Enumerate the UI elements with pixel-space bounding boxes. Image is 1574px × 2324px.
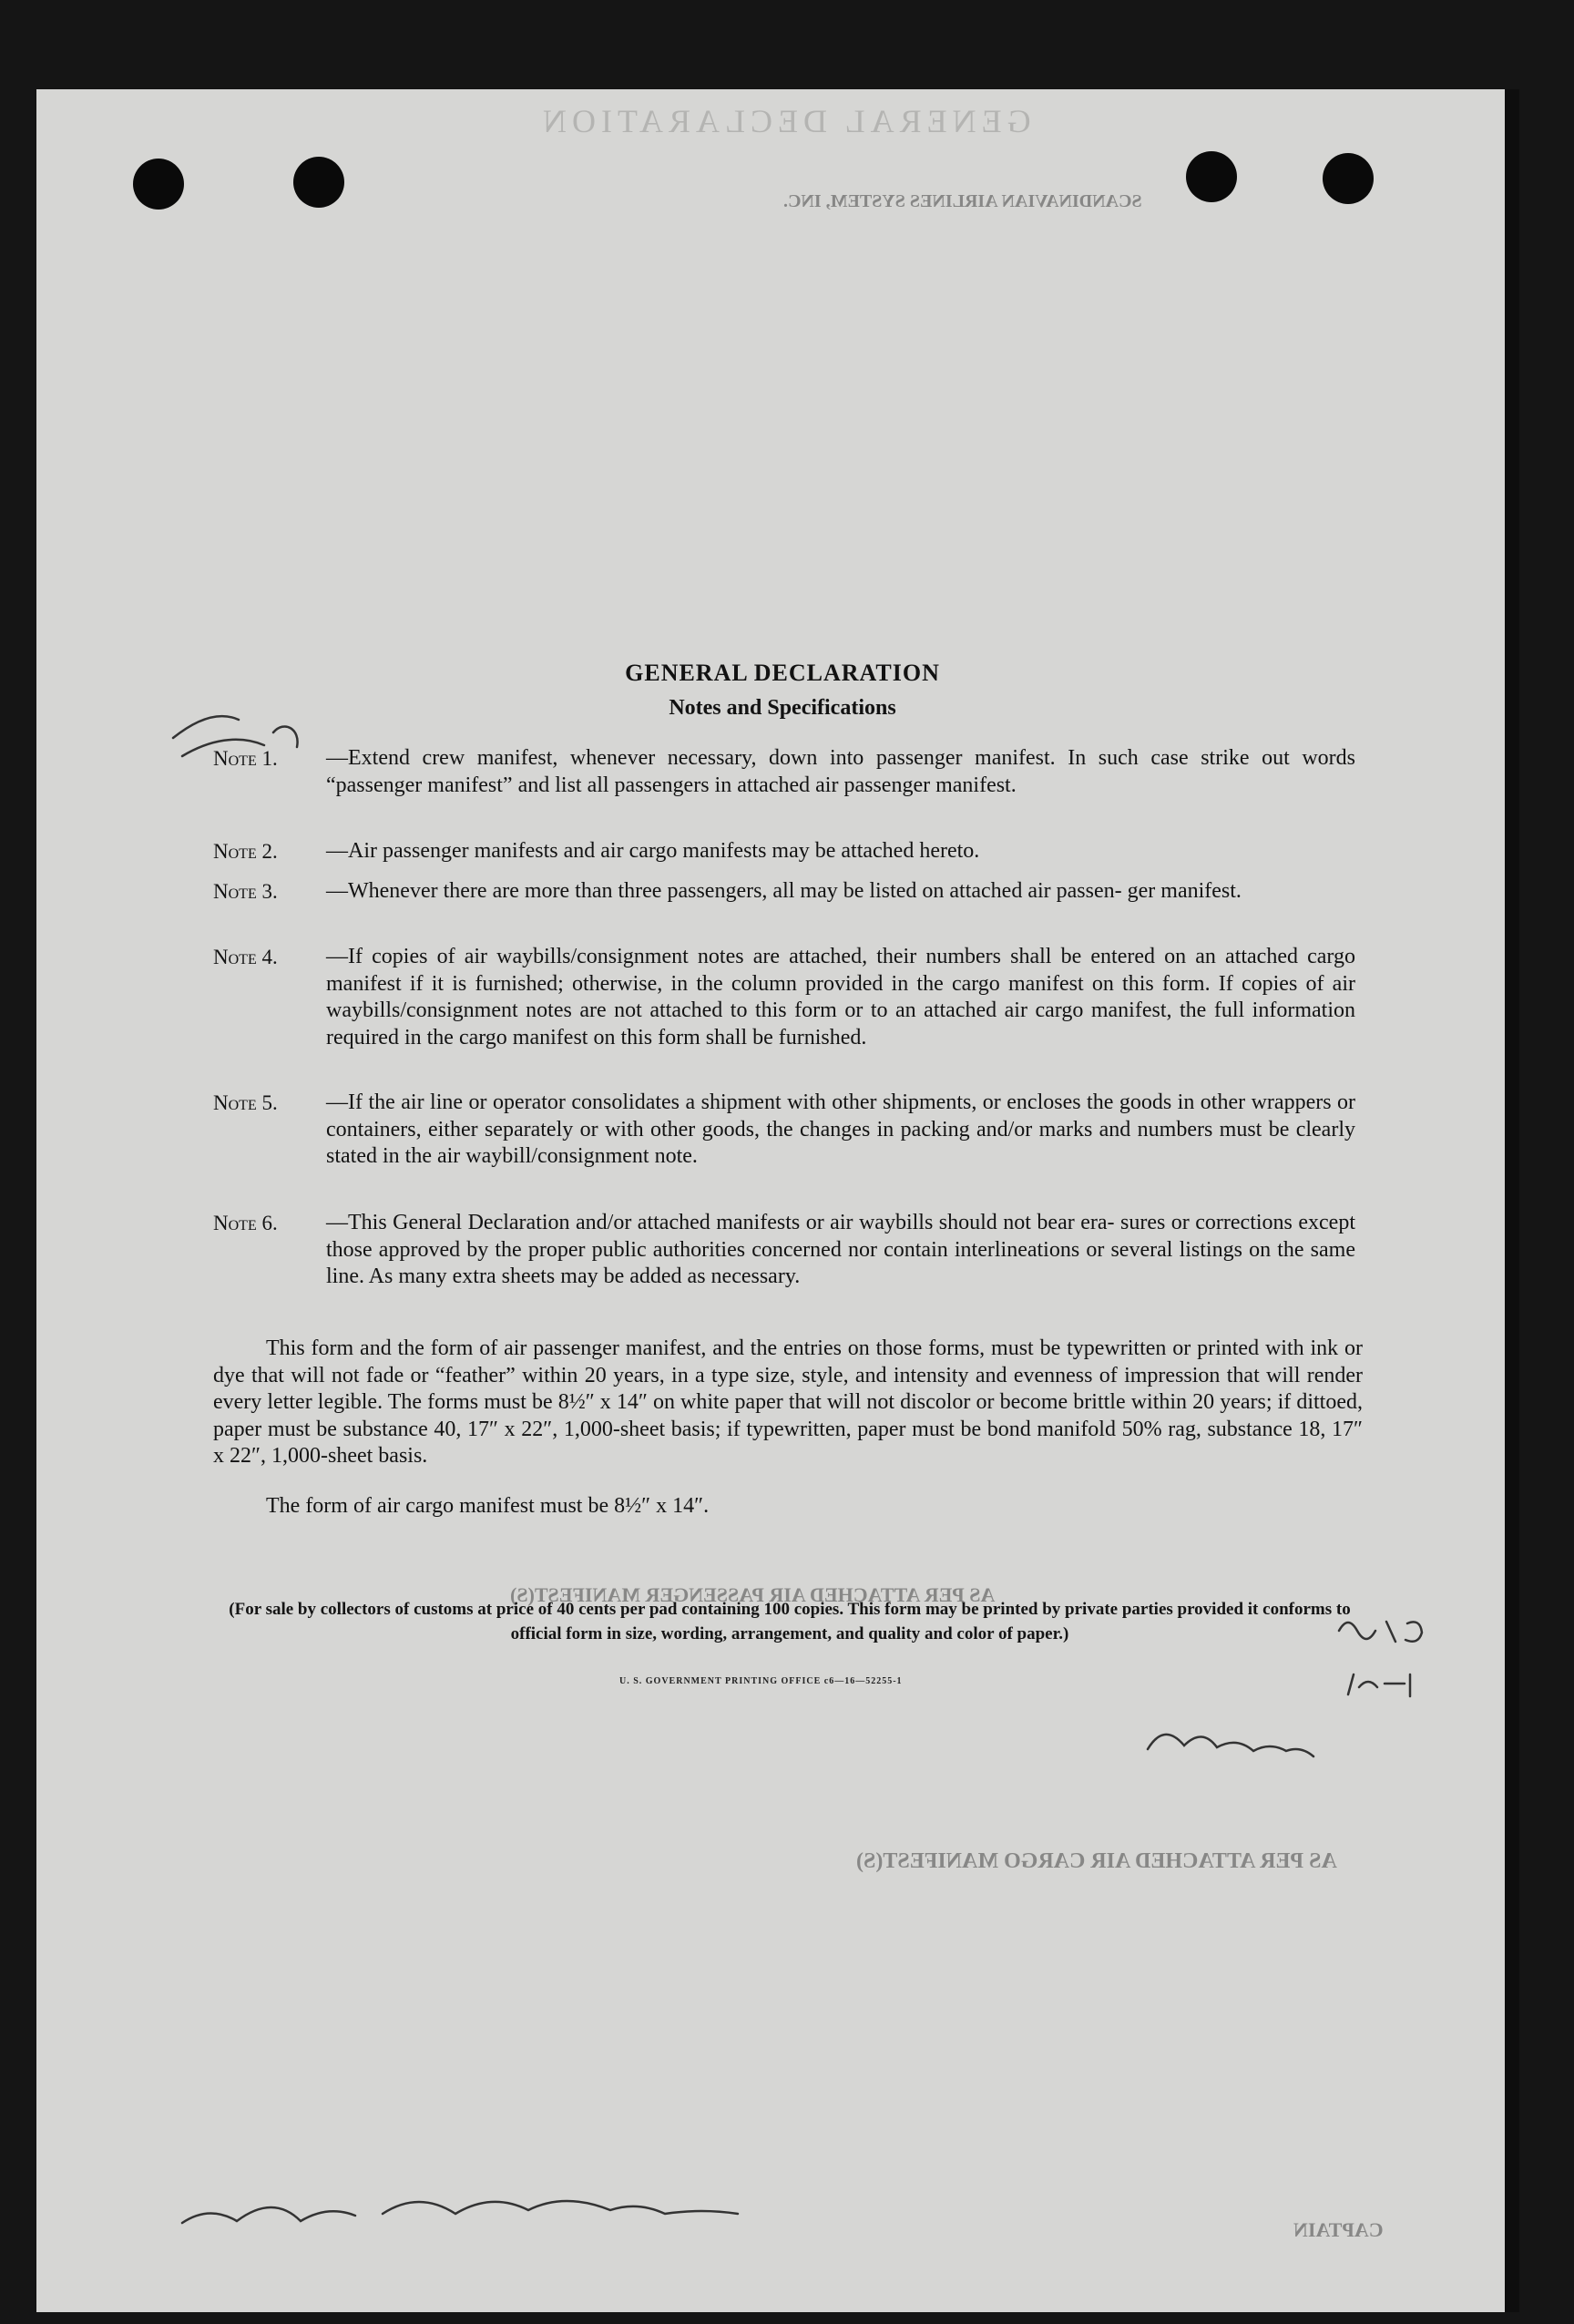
note-label: Note 1. bbox=[213, 747, 278, 770]
specifications-paragraph bbox=[213, 1336, 1363, 1470]
specifications-text: This form and the form of air passenger manifest, and the entries on those forms, must be typewritten or printed with ink or dye that will not fade or “feather” within 20 years, in a type size, style, and intensity and evenness of impression that will render every letter legible. The forms must be 8½″ x 14″ on white paper that will not discolor or become brittle within 20 years; if dittoed, paper must be substance 40, 17″ x 22″, 1,000-sheet basis; if typewritten, paper must be bond manifold 50% rag, substance 18, 17″ x 22″, 1,000-sheet basis. bbox=[213, 1336, 1363, 1468]
note-2 bbox=[213, 838, 1361, 866]
note-text-cont: strike out words “passenger manifest” and list all passengers in attached air passenger manifest. bbox=[326, 746, 1355, 797]
note-3 bbox=[213, 878, 1361, 906]
note-text-cont: sures or corrections except those approved by the proper public authorities concerned nor contain interlineations or several listings on the same line. As many extra sheets may be added as necessary. bbox=[326, 1211, 1355, 1288]
note-text-cont: on an attached cargo manifest if it is furnished; otherwise, in the column provided in the cargo manifest on this form. If copies of air waybills/consignment notes are not attached to this form or to an attached air cargo manifest, the full information required in the cargo manifest on this form shall be furnished. bbox=[326, 945, 1355, 1049]
note-text: —Extend crew manifest, whenever necessary, down into passenger manifest. In such case bbox=[326, 746, 1189, 770]
cargo-manifest-size: The form of air cargo manifest must be 8½″ x 14″. bbox=[266, 1494, 710, 1518]
printer-line: U. S. GOVERNMENT PRINTING OFFICE c6—16—52255-1 bbox=[619, 1676, 903, 1686]
note-text-cont: goods in other wrappers or containers, either separately or with other goods, the changes in packing and/or marks and numbers must be clearly stated in the air waybill/consignment note. bbox=[326, 1090, 1356, 1168]
punch-hole-4 bbox=[1323, 153, 1374, 204]
note-text: —If the air line or operator consolidates a shipment with other shipments, or encloses the bbox=[326, 1090, 1114, 1114]
bleed-passenger-stamp: AS PER ATTACHED AIR PASSENGER MANIFEST(S) bbox=[510, 1583, 996, 1606]
note-1 bbox=[213, 745, 1361, 797]
punch-hole-1 bbox=[133, 159, 184, 210]
note-label: Note 2. bbox=[213, 840, 278, 863]
page-edge bbox=[1505, 89, 1519, 2312]
note-text: —This General Declaration and/or attached manifests or air waybills should not bear era- bbox=[326, 1211, 1115, 1234]
document-page bbox=[36, 89, 1508, 2312]
note-text-cont: ger manifest. bbox=[1127, 879, 1242, 903]
note-label: Note 6. bbox=[213, 1212, 278, 1234]
note-label: Note 4. bbox=[213, 946, 278, 968]
page-subtitle: Notes and Specifications bbox=[669, 696, 896, 720]
note-4 bbox=[213, 944, 1361, 1049]
page-title: GENERAL DECLARATION bbox=[625, 660, 940, 686]
bleed-header: GENERAL DECLARATION bbox=[537, 103, 1031, 139]
note-5 bbox=[213, 1090, 1361, 1168]
note-label: Note 3. bbox=[213, 880, 278, 903]
punch-hole-2 bbox=[293, 157, 344, 208]
bleed-airline: SCANDINAVIAN AIRLINES SYSTEM, INC. bbox=[783, 191, 1142, 211]
sale-notice: (For sale by collectors of customs at price of 40 cents per pad containing 100 copies. This form may be printed by private parties provided it conforms to official form in size, wording, arrangement, and quality and color of paper.) bbox=[229, 1600, 1351, 1643]
note-text: —Whenever there are more than three passengers, all may be listed on attached air passen- bbox=[326, 879, 1122, 903]
note-6 bbox=[213, 1210, 1361, 1288]
note-label: Note 5. bbox=[213, 1091, 278, 1114]
note-text: —Air passenger manifests and air cargo manifests may be attached hereto. bbox=[326, 839, 980, 863]
note-text: —If copies of air waybills/consignment notes are attached, their numbers shall be entered bbox=[326, 945, 1155, 968]
bleed-cargo-stamp: AS PER ATTACHED AIR CARGO MANIFEST(S) bbox=[856, 1849, 1337, 1873]
bleed-captain: CAPTAIN bbox=[1293, 2218, 1384, 2241]
punch-hole-3 bbox=[1186, 151, 1237, 202]
